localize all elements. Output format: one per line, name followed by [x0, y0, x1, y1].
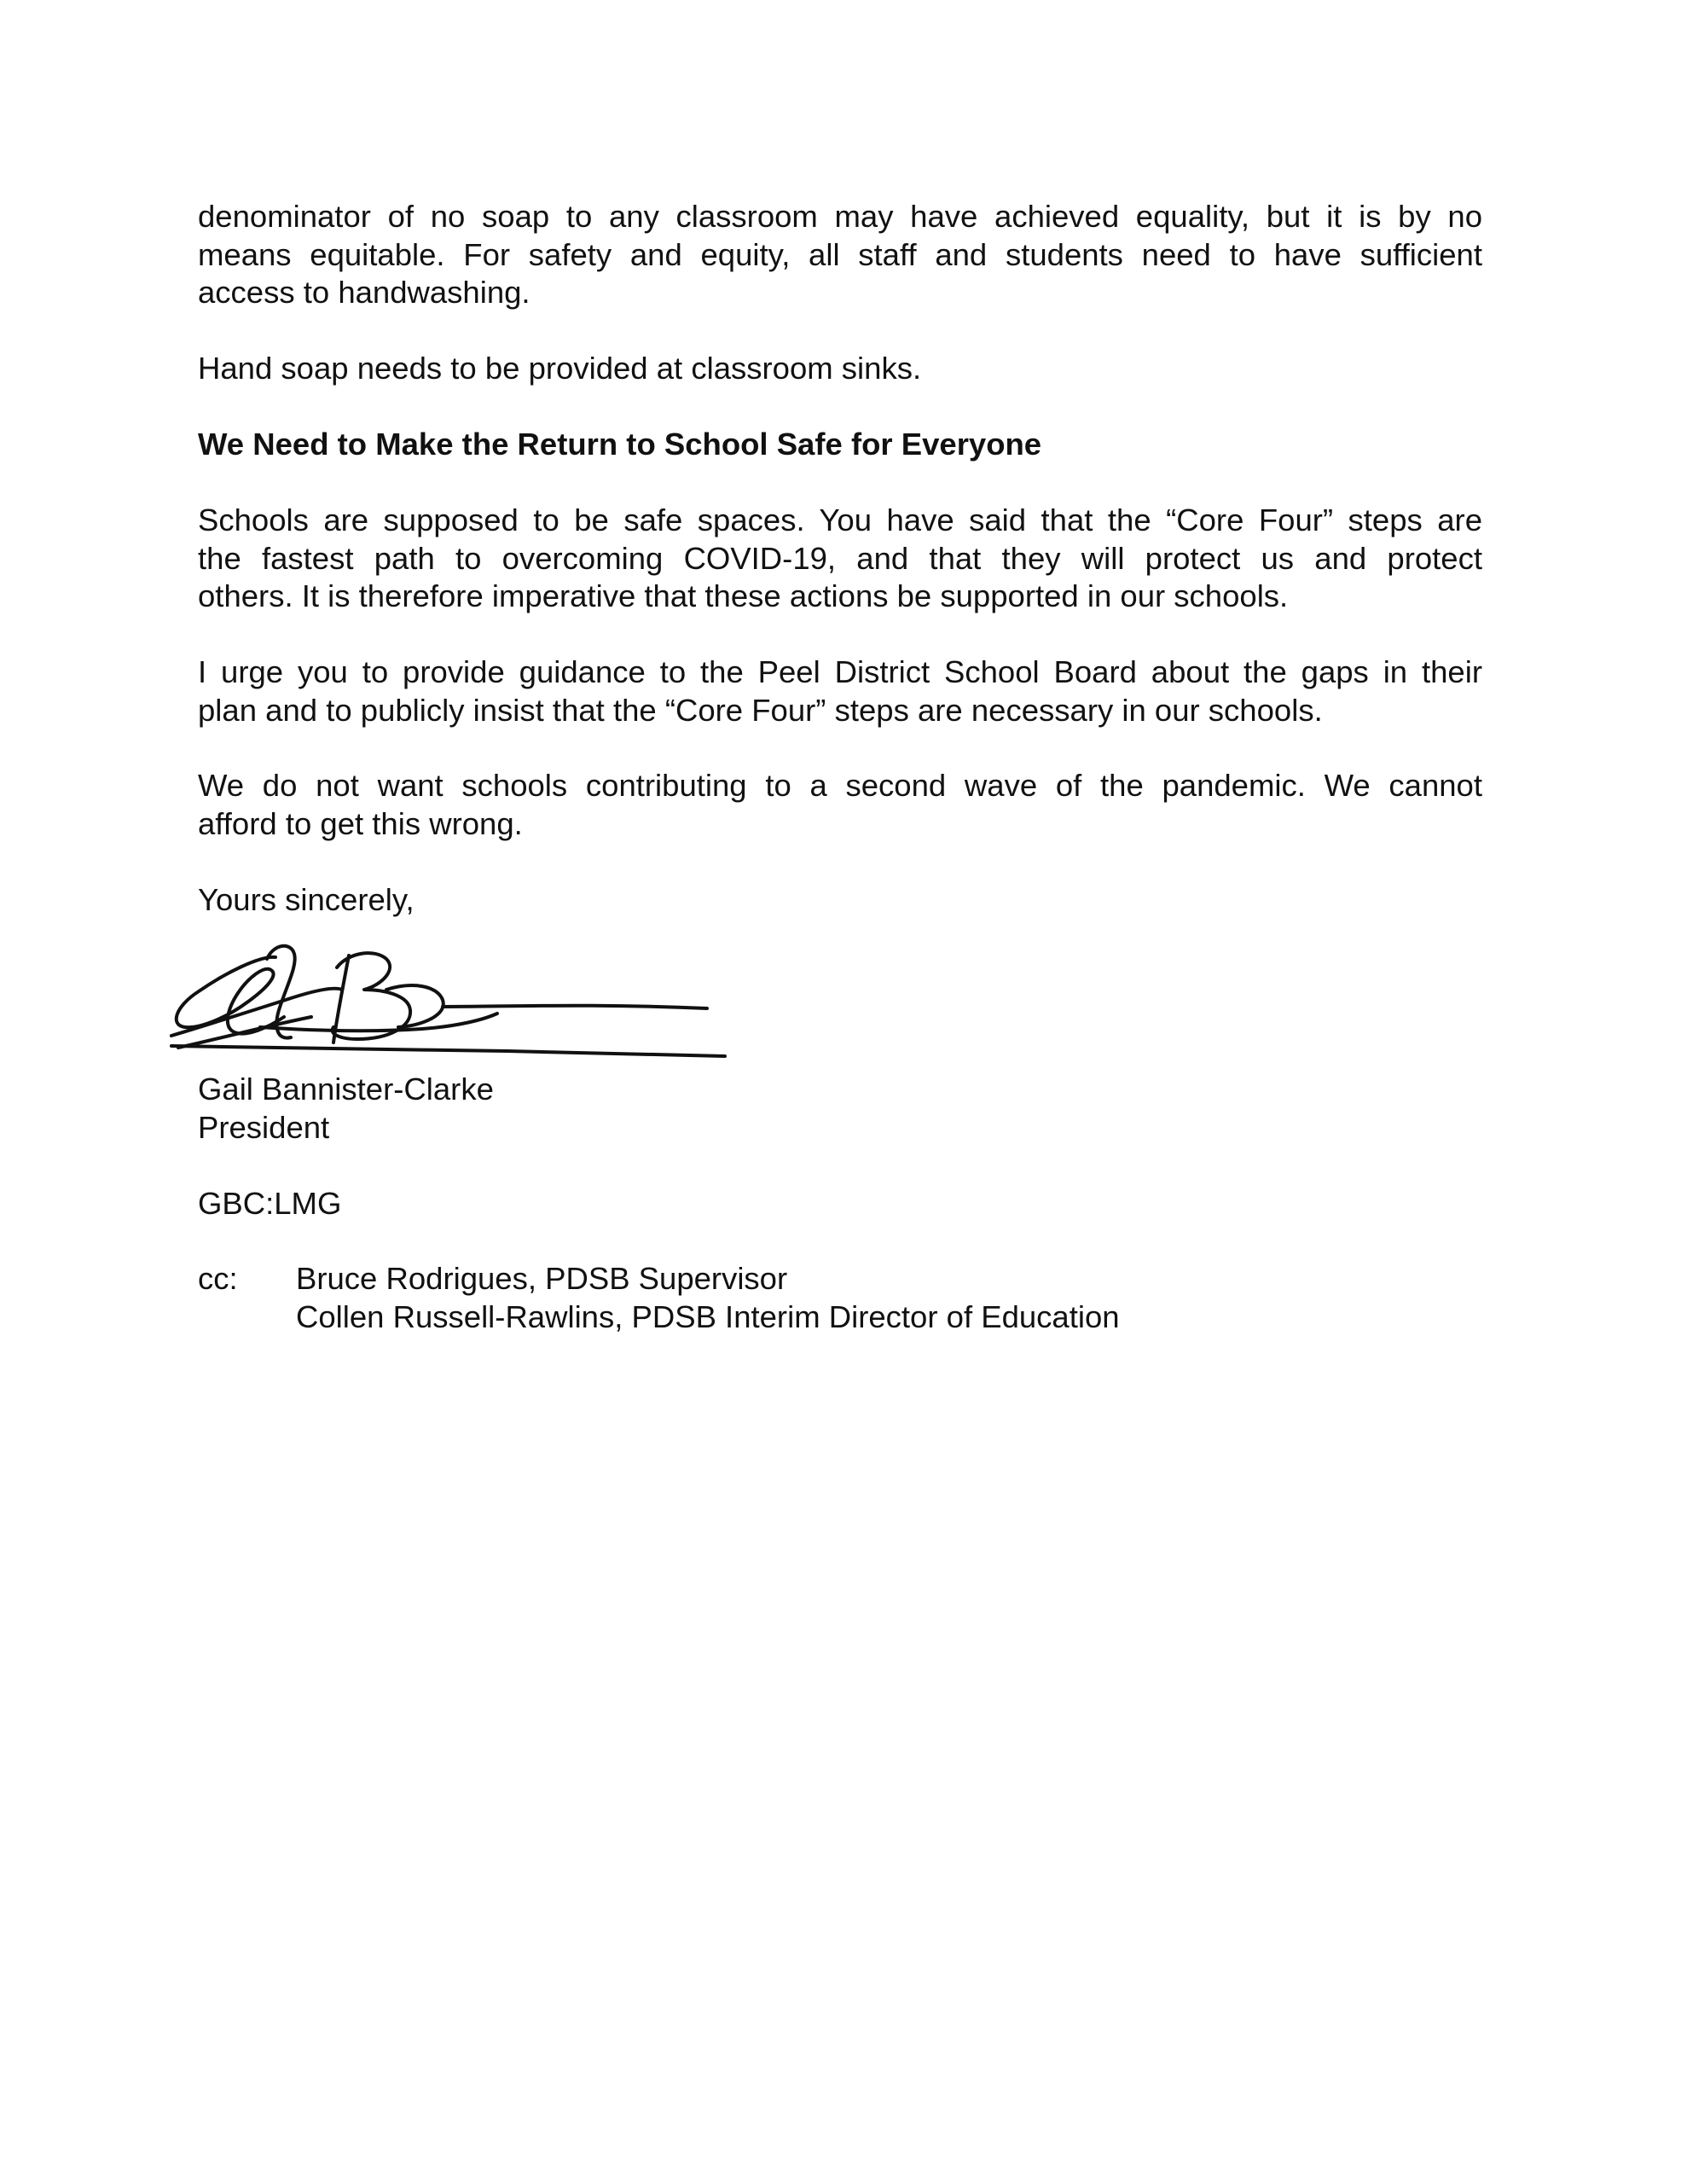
reference-initials: GBC:LMG	[198, 1186, 342, 1221]
cc-list	[296, 1260, 1120, 1336]
signer-block	[198, 1071, 1482, 1147]
closing-salutation: Yours sincerely,	[198, 882, 415, 917]
paragraph-line: access to handwashing.	[198, 275, 530, 310]
paragraph-line: We do not want schools contributing to a second wave of the pandemic. We cannot	[198, 768, 1482, 803]
paragraph-line: others. It is therefore imperative that these actions be supported in our schools.	[198, 578, 1289, 613]
cc-recipient: Bruce Rodrigues, PDSB Supervisor	[296, 1261, 788, 1296]
section-heading: We Need to Make the Return to School Safe for Everyone	[198, 427, 1042, 462]
paragraph-core-four	[198, 502, 1482, 616]
signature-image	[166, 938, 746, 1066]
paragraph-line: means equitable. For safety and equity, all staff and students need to have sufficient	[198, 236, 1482, 272]
paragraph-equity	[198, 198, 1482, 312]
signer-name: Gail Bannister-Clarke	[198, 1072, 494, 1107]
paragraph-second-wave	[198, 767, 1482, 843]
paragraph-line: denominator of no soap to any classroom may have achieved equality, but it is by no	[198, 199, 1482, 234]
paragraph-line: plan and to publicly insist that the “Core Four” steps are necessary in our schools.	[198, 692, 1323, 728]
paragraph-line: Hand soap needs to be provided at classroom sinks.	[198, 351, 922, 386]
cc-label: cc:	[198, 1261, 238, 1296]
paragraph-hand-soap	[198, 350, 1482, 388]
paragraph-line: the fastest path to overcoming COVID-19, and that they will protect us and protect	[198, 540, 1482, 576]
paragraph-guidance	[198, 653, 1482, 729]
paragraph-line: Schools are supposed to be safe spaces. You have said that the “Core Four” steps are	[198, 502, 1482, 537]
cc-recipient: Collen Russell-Rawlins, PDSB Interim Director of Education	[296, 1298, 1120, 1334]
signer-title: President	[198, 1109, 330, 1145]
paragraph-line: I urge you to provide guidance to the Peel District School Board about the gaps in their	[198, 654, 1482, 689]
paragraph-line: afford to get this wrong.	[198, 805, 523, 841]
